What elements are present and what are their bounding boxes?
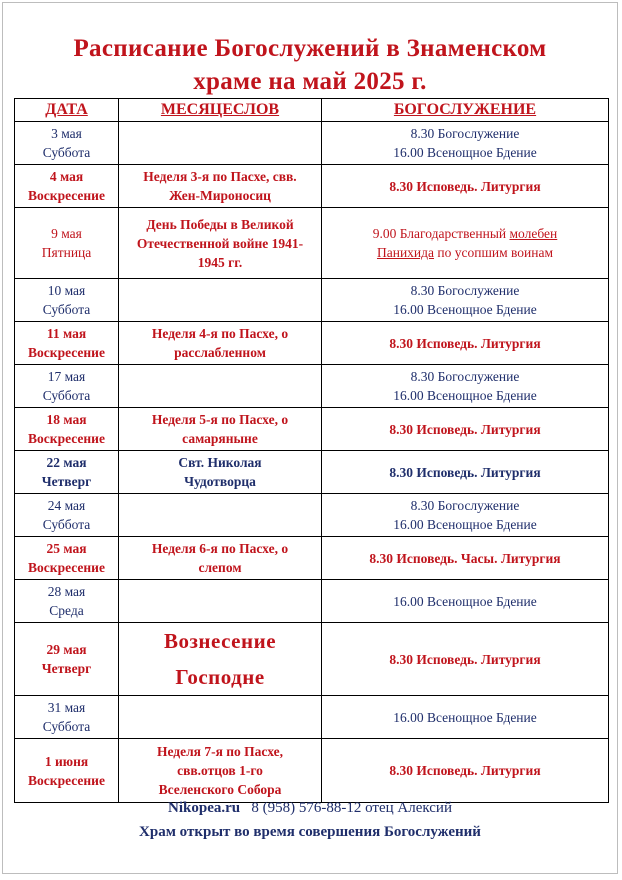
table-row [15, 537, 609, 580]
table-row [15, 322, 609, 365]
weekday: Среда [49, 603, 84, 618]
weekday: Суббота [42, 302, 91, 317]
date: 28 мая [47, 584, 86, 599]
service-line: 16.00 Всенощное Бдение [393, 302, 537, 317]
date-cell [15, 494, 119, 537]
service-cell [322, 322, 609, 365]
service-cell [322, 122, 609, 165]
date: 31 мая [47, 700, 86, 715]
date-cell [15, 451, 119, 494]
schedule-page [2, 2, 618, 874]
table-row [15, 165, 609, 208]
weekday: Воскресение [28, 345, 105, 360]
calendar-line: Жен-Мироносиц [169, 188, 271, 203]
service-line: 16.00 Всенощное Бдение [393, 593, 537, 609]
calendar-cell [119, 408, 322, 451]
service-cell [322, 623, 609, 696]
schedule-table [14, 98, 609, 803]
service-cell [322, 165, 609, 208]
phone-contact: 8 (958) 576-88-12 отец Алексий [251, 800, 452, 816]
calendar-cell [119, 208, 322, 279]
service-line: 8.30 Богослужение [410, 283, 520, 298]
table-row [15, 408, 609, 451]
service-line: 16.00 Всенощное Бдение [393, 388, 537, 403]
calendar-line: Чудотворца [184, 474, 256, 489]
weekday: Воскресение [28, 431, 105, 446]
service-line: 8.30 Исповедь. Литургия [389, 421, 541, 437]
calendar-line: Свт. Николая [178, 455, 262, 470]
service-text: 9.00 Благодарственный [372, 226, 510, 241]
calendar-cell [119, 365, 322, 408]
date: 1 июня [44, 753, 89, 769]
calendar-cell [119, 696, 322, 739]
calendar-line: Неделя 4-я по Пасхе, о [151, 326, 289, 341]
footer-contacts [3, 800, 617, 817]
calendar-line: Отечественной войне 1941- [136, 235, 304, 251]
service-cell [322, 365, 609, 408]
weekday: Воскресение [28, 560, 105, 575]
service-cell [322, 739, 609, 803]
date-cell [15, 322, 119, 365]
service-line: 8.30 Исповедь. Литургия [389, 178, 541, 194]
date: 3 мая [51, 126, 82, 141]
header-calendar: МЕСЯЦЕСЛОВ [119, 99, 322, 122]
calendar-line: Господне [175, 665, 265, 689]
calendar-line: самаряныне [182, 431, 258, 446]
table-header-row [15, 99, 609, 122]
weekday: Суббота [42, 719, 91, 734]
calendar-line: День Победы в Великой [146, 216, 294, 232]
weekday: Воскресение [28, 188, 105, 203]
service-line: 8.30 Богослужение [410, 126, 520, 141]
weekday: Воскресение [28, 772, 105, 788]
calendar-line: Неделя 5-я по Пасхе, о [151, 412, 289, 427]
weekday: Пятница [41, 245, 92, 260]
service-line [325, 243, 605, 262]
table-row [15, 494, 609, 537]
calendar-line: свв.отцов 1-го [177, 763, 263, 778]
calendar-line: Неделя 6-я по Пасхе, о [151, 541, 289, 556]
service-text: по усопшим воинам [434, 245, 554, 260]
service-line: 8.30 Богослужение [410, 369, 520, 384]
table-row [15, 279, 609, 322]
service-line: 8.30 Исповедь. Литургия [389, 763, 541, 778]
weekday: Суббота [42, 145, 91, 160]
service-line: 16.00 Всенощное Бдение [393, 709, 537, 725]
service-line: 8.30 Богослужение [410, 498, 520, 513]
header-service: БОГОСЛУЖЕНИЕ [322, 99, 609, 122]
calendar-cell [119, 122, 322, 165]
date: 10 мая [47, 283, 86, 298]
service-cell [322, 696, 609, 739]
date-cell [15, 580, 119, 623]
date-cell [15, 739, 119, 803]
title-line-1: Расписание Богослужений в Знаменском [73, 35, 547, 62]
calendar-line: Вселенского Собора [158, 782, 282, 797]
date: 29 мая [46, 642, 87, 657]
date-cell [15, 623, 119, 696]
page-title [3, 32, 617, 98]
service-cell [322, 208, 609, 279]
service-line: 16.00 Всенощное Бдение [393, 517, 537, 532]
calendar-cell [119, 739, 322, 803]
date: 11 мая [46, 326, 87, 341]
date-cell [15, 537, 119, 580]
table-row [15, 580, 609, 623]
table-row [15, 451, 609, 494]
date: 4 мая [49, 169, 84, 184]
table-row [15, 208, 609, 279]
calendar-cell [119, 322, 322, 365]
date: 25 мая [46, 541, 87, 556]
date: 24 мая [47, 498, 86, 513]
date: 17 мая [47, 369, 86, 384]
weekday: Четверг [41, 661, 92, 676]
calendar-line: Неделя 3-я по Пасхе, свв. [143, 169, 297, 184]
date-cell [15, 696, 119, 739]
calendar-cell [119, 279, 322, 322]
service-cell [322, 451, 609, 494]
table-row [15, 122, 609, 165]
table-row [15, 623, 609, 696]
calendar-line: Неделя 7-я по Пасхе, [156, 744, 284, 759]
service-cell [322, 494, 609, 537]
header-date: ДАТА [15, 99, 119, 122]
website-link[interactable]: Nikopea.ru [168, 800, 241, 816]
calendar-line: 1945 гг. [197, 254, 243, 270]
table-row [15, 739, 609, 803]
date-cell [15, 122, 119, 165]
moleben-link[interactable]: молебен [509, 226, 558, 241]
calendar-cell [119, 494, 322, 537]
service-line: 8.30 Исповедь. Литургия [389, 464, 541, 480]
service-line: 8.30 Исповедь. Литургия [389, 651, 541, 667]
service-line: 16.00 Всенощное Бдение [393, 145, 537, 160]
table-row [15, 696, 609, 739]
table-row [15, 365, 609, 408]
service-line: 8.30 Исповедь. Часы. Литургия [369, 550, 561, 566]
service-cell [322, 279, 609, 322]
service-cell [322, 537, 609, 580]
weekday: Четверг [41, 474, 92, 489]
calendar-line: слепом [198, 560, 242, 575]
calendar-cell [119, 451, 322, 494]
footer-note: Храм открыт во время совершения Богослужений [139, 824, 481, 840]
date-cell [15, 279, 119, 322]
weekday: Суббота [42, 388, 91, 403]
service-cell [322, 408, 609, 451]
calendar-cell [119, 623, 322, 696]
date-cell [15, 365, 119, 408]
calendar-cell [119, 580, 322, 623]
date: 22 мая [46, 455, 87, 470]
calendar-line: Вознесение [163, 629, 277, 653]
service-line [325, 224, 605, 243]
title-line-2: храме на май 2025 г. [193, 68, 427, 95]
service-cell [322, 580, 609, 623]
date: 18 мая [46, 412, 87, 427]
panikhida-link[interactable]: Панихида [376, 245, 435, 260]
calendar-cell [119, 537, 322, 580]
date-cell [15, 408, 119, 451]
date-cell [15, 165, 119, 208]
service-line: 8.30 Исповедь. Литургия [389, 335, 541, 351]
date-cell [15, 208, 119, 279]
weekday: Суббота [42, 517, 91, 532]
calendar-line: расслабленном [174, 345, 266, 360]
calendar-cell [119, 165, 322, 208]
date: 9 мая [51, 226, 82, 241]
